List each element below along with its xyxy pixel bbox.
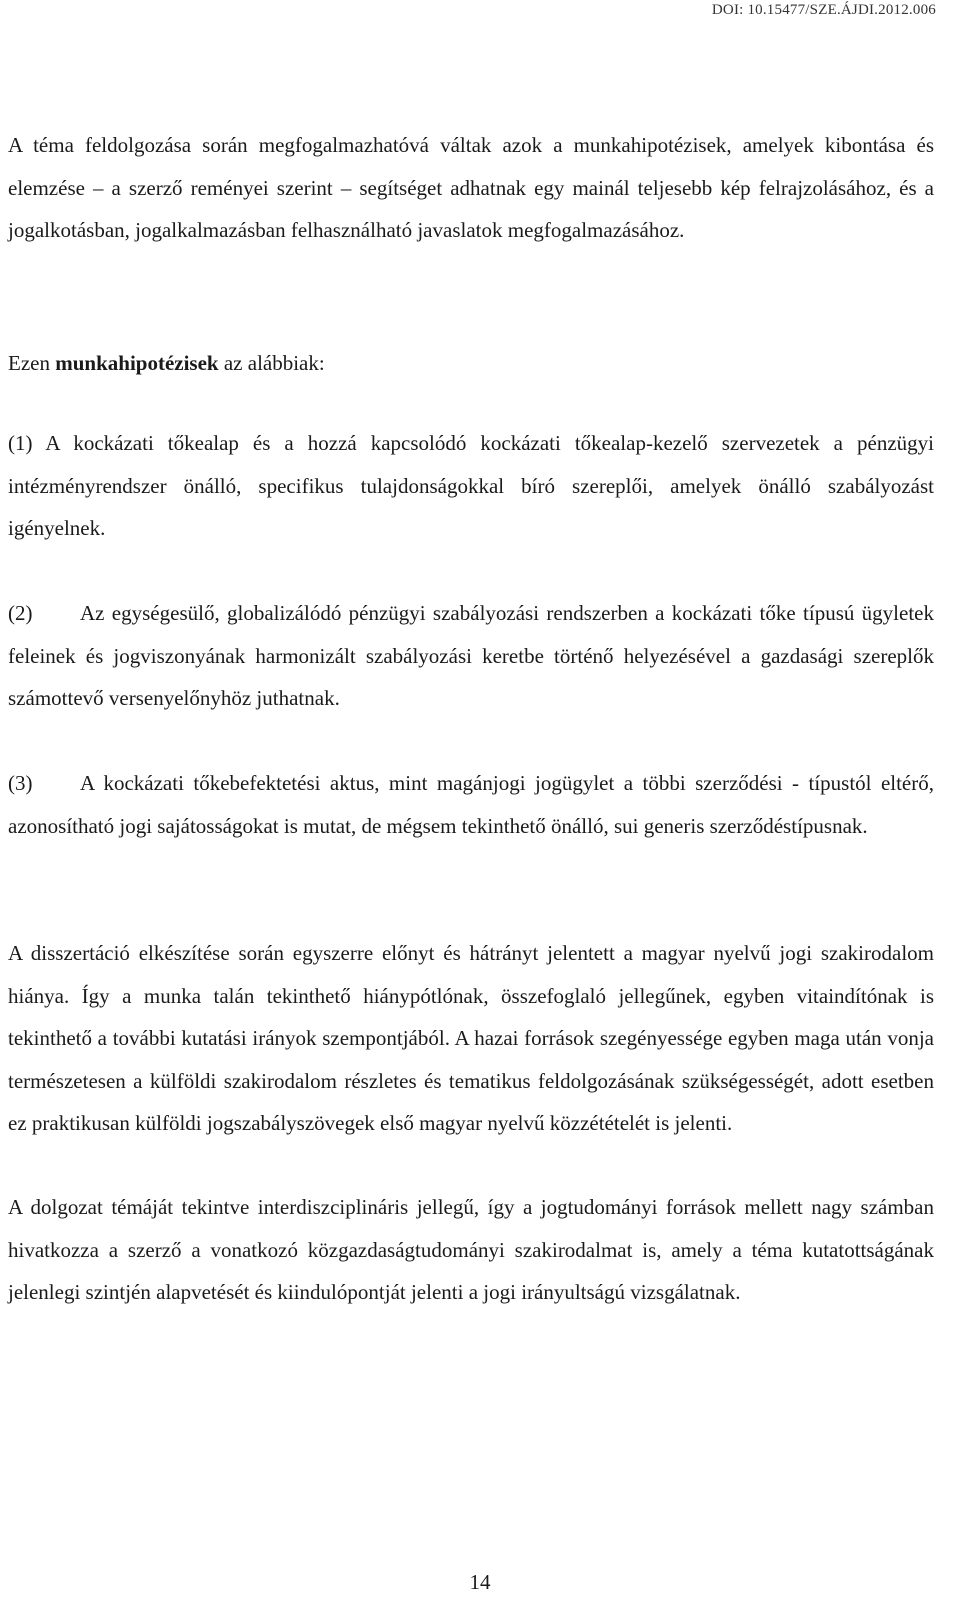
hypothesis-1-text: (1) A kockázati tőkealap és a hozzá kapcsolódó kockázati tőkealap-kezelő szervezetek a pénzügyi intézményrendszer önálló, specifikus tulajdonságokkal bíró szereplői, amelyek önálló szabályozást igényelnek. — [8, 431, 934, 541]
hypotheses-heading — [8, 342, 934, 385]
hypothesis-1 — [8, 422, 934, 550]
intro-paragraph — [8, 124, 934, 252]
dissertation-paragraph — [8, 932, 934, 1145]
hypotheses-suffix: az alábbiak: — [218, 351, 325, 375]
hypothesis-3 — [8, 762, 934, 847]
hypotheses-prefix: Ezen — [8, 351, 56, 375]
closing-text: A dolgozat témáját tekintve interdiszciplináris jellegű, így a jogtudományi források mellett nagy számban hivatkozza a szerző a vonatkozó közgazdaságtudományi szakirodalmat is, amely a téma kutatottságának jelenlegi szintjén alapvetését és kiindulópontját jelenti a jogi irányultságú vizsgálatnak. — [8, 1195, 934, 1305]
hypotheses-bold-term: munkahipotézisek — [55, 351, 219, 375]
intro-text: A téma feldolgozása során megfogalmazhatóvá váltak azok a munkahipotézisek, amelyek kibontása és elemzése – a szerző reményei szerint – segítséget adhatnak egy mainál teljesebb kép felrajzolásához, és a jogalkotásban, jogalkalmazásban felhasználható javaslatok megfogalmazásához. — [8, 133, 934, 243]
closing-paragraph — [8, 1186, 934, 1314]
hypothesis-2-text: Az egységesülő, globalizálódó pénzügyi szabályozási rendszerben a kockázati tőke típusú ügyletek feleinek és jogviszonyának harmonizált szabályozási keretbe történő helyezésével a gazdasági szereplők számottevő versenyelőnyhöz juthatnak. — [8, 601, 934, 711]
hypothesis-2 — [8, 592, 934, 720]
page-number: 14 — [469, 1570, 491, 1594]
doi-header: DOI: 10.15477/SZE.ÁJDI.2012.006 — [711, 2, 936, 18]
hypothesis-2-number: (2) — [8, 601, 33, 625]
dissertation-text: A disszertáció elkészítése során egyszerre előnyt és hátrányt jelentett a magyar nyelvű jogi szakirodalom hiánya. Így a munka talán tekinthető hiánypótlónak, összefoglaló jellegűnek, egyben vitaindítónak is tekinthető a további kutatási irányok szempontjából. A hazai források szegényessége egyben maga után vonja természetesen a külföldi szakirodalom részletes és tematikus feldolgozásának szükségességét, adott esetben ez praktikusan külföldi jogszabályszövegek első magyar nyelvű közzétételét is jelenti. — [8, 941, 934, 1136]
hypothesis-3-number: (3) — [8, 771, 33, 795]
hypothesis-3-text: A kockázati tőkebefektetési aktus, mint magánjogi jogügylet a többi szerződési - típustól eltérő, azonosítható jogi sajátosságokat is mutat, de mégsem tekinthető önálló, sui generis szerződéstípusnak. — [8, 771, 934, 838]
